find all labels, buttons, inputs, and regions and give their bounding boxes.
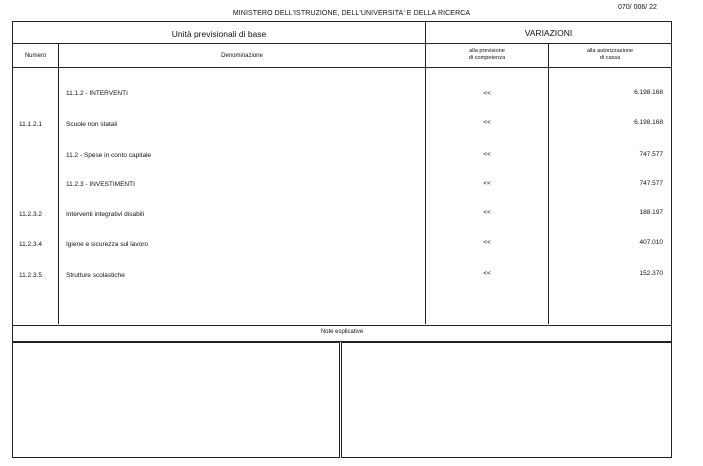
row-numero: 11.2.3.2 — [19, 211, 43, 218]
col-divider-numero — [58, 44, 59, 324]
row-cassa: 6.198.168 — [634, 119, 663, 126]
row-denominazione: Scuole non statali — [66, 121, 118, 128]
row-denominazione: Interventi integrativi disabili — [66, 211, 145, 218]
row-cassa: 747.577 — [639, 180, 663, 187]
row-competenza: << — [483, 151, 491, 158]
notes-right-box — [341, 342, 672, 458]
col-header-denominazione: Denominazione — [221, 53, 263, 59]
row-cassa: 747.577 — [639, 151, 663, 158]
row-competenza: << — [483, 239, 491, 246]
col-header-competenza — [426, 48, 548, 61]
unita-previsionali-header: Unità previsionali di base — [171, 29, 267, 39]
row-denominazione: Igiene e sicurezza sul lavoro — [66, 241, 149, 248]
row-cassa: 6.198.168 — [634, 89, 663, 96]
header-divider-bottom — [12, 67, 672, 68]
col-header-cassa-line2: di cassa — [599, 54, 621, 61]
col-header-competenza-line1: alla previsione — [469, 48, 505, 54]
row-competenza: << — [483, 209, 491, 216]
variazioni-header: VARIAZIONI — [524, 28, 573, 38]
row-denominazione: 11.1.2 - INTERVENTI — [66, 90, 128, 97]
row-cassa: 188.197 — [639, 209, 663, 216]
row-competenza: << — [483, 270, 491, 277]
row-competenza: << — [483, 90, 491, 97]
col-divider-variazioni — [425, 22, 426, 324]
notes-title: Note esplicative — [320, 329, 364, 335]
notes-left-box — [12, 342, 340, 458]
col-header-cassa-line1: alla autorizzazione — [586, 48, 634, 54]
row-cassa: 152.370 — [639, 270, 663, 277]
header-divider-top — [12, 43, 672, 44]
row-cassa: 407.010 — [639, 239, 663, 246]
document-reference: 070/ 006/ 22 — [618, 4, 657, 11]
row-competenza: << — [483, 180, 491, 187]
row-denominazione: 11.2 - Spese in conto capitale — [66, 152, 152, 159]
row-denominazione: Strutture scolastiche — [66, 272, 125, 279]
col-header-competenza-line2: di competenza — [468, 54, 506, 61]
row-denominazione: 11.2.3 - INVESTIMENTI — [66, 181, 135, 188]
row-numero: 11.1.2.1 — [19, 121, 43, 128]
row-numero: 11.2.3.5 — [19, 272, 43, 279]
ministry-title: MINISTERO DELL'ISTRUZIONE, DELL'UNIVERSITA' E DELLA RICERCA — [232, 10, 471, 17]
col-header-cassa — [549, 48, 671, 61]
col-header-numero: Numero — [24, 53, 47, 59]
row-competenza: << — [483, 119, 491, 126]
row-numero: 11.2.3.4 — [19, 241, 43, 248]
